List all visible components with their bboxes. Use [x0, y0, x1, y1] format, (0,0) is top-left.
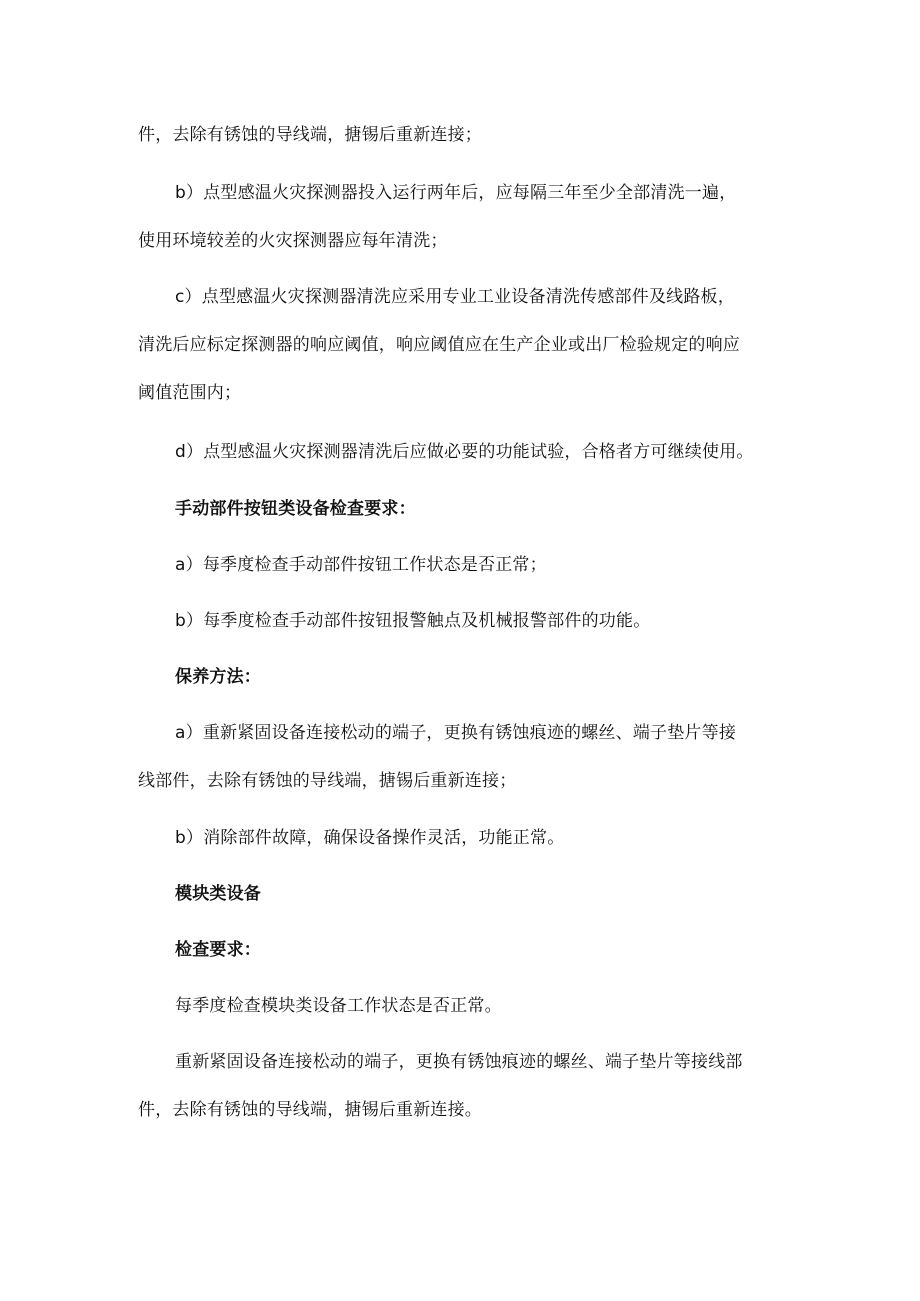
- list-item-c-line-2: 清洗后应标定探测器的响应阈值，响应阈值应在生产企业或出厂检验规定的响应: [138, 335, 740, 355]
- section-heading-manual-buttons-inspection: 手动部件按钮类设备检查要求：: [175, 499, 416, 519]
- body-text-line: 件，去除有锈蚀的导线端，搪锡后重新连接；: [138, 125, 482, 145]
- list-item-b-line-2: 使用环境较差的火灾探测器应每年清洗；: [138, 231, 448, 251]
- section-heading-maintenance-method: 保养方法：: [175, 667, 261, 687]
- body-text-line: 件，去除有锈蚀的导线端，搪锡后重新连接。: [138, 1100, 482, 1120]
- list-item-d: d）点型感温火灾探测器清洗后应做必要的功能试验，合格者方可继续使用。: [175, 442, 754, 462]
- body-text-line: 每季度检查模块类设备工作状态是否正常。: [175, 996, 502, 1016]
- list-item-b-final: b）消除部件故障，确保设备操作灵活，功能正常。: [175, 828, 565, 848]
- section-heading-inspection-requirements: 检查要求：: [175, 940, 261, 960]
- list-item-a-line-2: 线部件，去除有锈蚀的导线端，搪锡后重新连接；: [138, 771, 517, 791]
- list-item-c-line-3: 阈值范围内；: [138, 383, 242, 403]
- list-item-a-line-1: a）重新紧固设备连接松动的端子，更换有锈蚀痕迹的螺丝、端子垫片等接: [175, 723, 737, 743]
- body-text-line: 重新紧固设备连接松动的端子，更换有锈蚀痕迹的螺丝、端子垫片等接线部: [175, 1052, 743, 1072]
- list-item-c-line-1: c）点型感温火灾探测器清洗应采用专业工业设备清洗传感部件及线路板，: [175, 287, 735, 307]
- section-heading-module-devices: 模块类设备: [175, 884, 261, 904]
- list-item-b: b）每季度检查手动部件按钮报警触点及机械报警部件的功能。: [175, 611, 651, 631]
- list-item-b-line-1: b）点型感温火灾探测器投入运行两年后，应每隔三年至少全部清洗一遍，: [175, 183, 737, 203]
- list-item-a: a）每季度检查手动部件按钮工作状态是否正常；: [175, 555, 547, 575]
